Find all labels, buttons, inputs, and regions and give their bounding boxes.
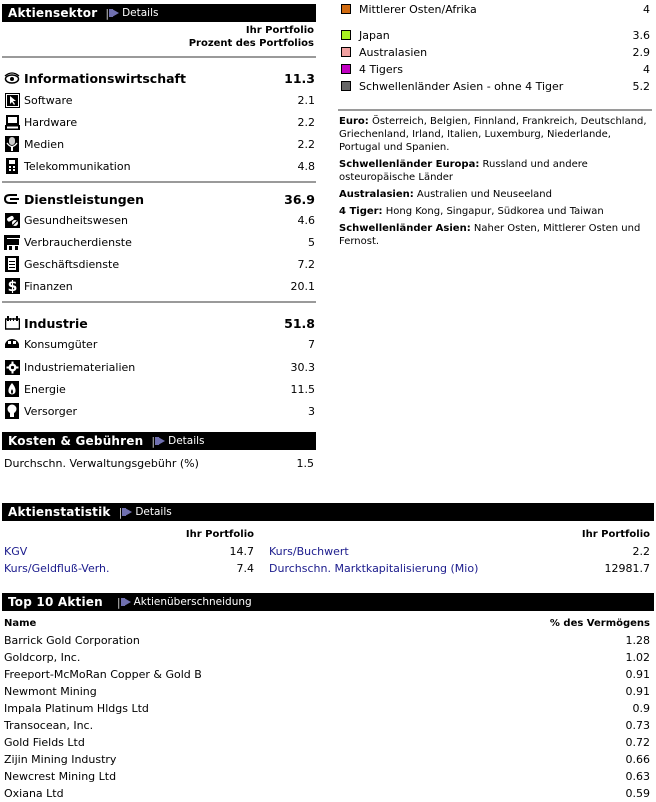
top10-col-name: Name — [4, 618, 37, 629]
table-row-value: 1.28 — [625, 634, 650, 647]
arrow-icon — [112, 9, 119, 17]
sector-col-header-1: Ihr Portfolio — [245, 25, 314, 36]
table-row-value: 0.63 — [625, 770, 650, 783]
divider — [2, 56, 316, 58]
car-icon — [4, 336, 20, 352]
sector-item-telekommunikation: Telekommunikation 4.8 — [4, 155, 315, 177]
computer-icon — [4, 114, 20, 130]
table-row-value: 0.91 — [625, 685, 650, 698]
note-emerging-europe: Schwellenländer Europa: Russland und andere osteuropäische Länder — [339, 159, 588, 183]
table-row-name: Transocean, Inc. — [4, 719, 94, 732]
table-row-name: Zijin Mining Industry — [4, 753, 117, 766]
note-emerging-asia: Schwellenländer Asien: Naher Osten, Mittlerer Osten und Fernost. — [339, 223, 641, 247]
sector-item-hardware: Hardware 2.2 — [4, 111, 315, 133]
table-row-name: Newmont Mining — [4, 685, 97, 698]
table-row-name: Oxiana Ltd — [4, 787, 64, 800]
sector-header: Aktiensektor | Details — [2, 4, 316, 22]
sector-item-software: Software 2.1 — [4, 89, 315, 111]
note-4-tigers: 4 Tiger: Hong Kong, Singapur, Südkorea und Taiwan — [339, 206, 604, 217]
stats-details-link[interactable]: Details — [135, 506, 172, 518]
hand-icon — [4, 191, 20, 207]
dollar-icon — [4, 278, 20, 294]
sector-col-header-2: Prozent des Portfolios — [188, 38, 314, 49]
stat-marktkapitalisierung-link[interactable]: Durchschn. Marktkapitalisierung (Mio) — [269, 562, 479, 575]
note-australasia: Australasien: Australien und Neuseeland — [339, 189, 552, 200]
fees-value: 1.5 — [296, 457, 314, 470]
arrow-icon — [158, 437, 165, 445]
eye-icon — [4, 70, 20, 86]
gear-icon — [4, 359, 20, 375]
stat-kgv-value: 14.7 — [229, 545, 254, 558]
fees-header: Kosten & Gebühren | Details — [2, 432, 316, 450]
sector-item-verbraucherdienste: Verbraucherdienste 5 — [4, 231, 315, 253]
stat-kurs-geldfluss-value: 7.4 — [236, 562, 254, 575]
sector-group-industrie: Industrie 51.8 — [4, 312, 315, 334]
divider — [2, 301, 316, 303]
top10-overlap-link[interactable]: Aktienüberschneidung — [133, 596, 252, 608]
table-row-name: Goldcorp, Inc. — [4, 651, 81, 664]
region-item: Australasien 2.9 — [341, 44, 650, 60]
sector-item-finanzen: $ Finanzen 20.1 — [4, 275, 315, 297]
stat-kgv-link[interactable]: KGV — [4, 545, 28, 558]
stats-col-header-right: Ihr Portfolio — [581, 529, 650, 540]
factory-icon — [4, 315, 20, 331]
color-swatch — [341, 47, 351, 57]
svg-text:$: $ — [7, 279, 17, 294]
pill-icon — [4, 212, 20, 228]
cart-icon — [4, 234, 20, 250]
color-swatch — [341, 64, 351, 74]
table-row-value: 0.59 — [625, 787, 650, 800]
color-swatch — [341, 4, 351, 14]
stat-kurs-geldfluss-link[interactable]: Kurs/Geldfluß-Verh. — [4, 562, 110, 575]
sector-details-link[interactable]: Details — [122, 7, 159, 19]
color-swatch — [341, 30, 351, 40]
sector-title: Aktiensektor — [8, 6, 98, 20]
stat-kurs-buchwert-value: 2.2 — [632, 545, 650, 558]
flame-icon — [4, 381, 20, 397]
sector-group-informationswirtschaft: Informationswirtschaft 11.3 — [4, 67, 315, 89]
top10-col-value: % des Vermögens — [549, 618, 650, 629]
fees-title: Kosten & Gebühren — [8, 434, 144, 448]
region-item: Japan 3.6 — [341, 27, 650, 43]
stats-header: Aktienstatistik | Details — [2, 503, 654, 521]
microphone-icon — [4, 136, 20, 152]
stat-kurs-buchwert-link[interactable]: Kurs/Buchwert — [269, 545, 349, 558]
table-row-value: 0.91 — [625, 668, 650, 681]
divider — [2, 181, 316, 183]
table-row-name: Impala Platinum Hldgs Ltd — [4, 702, 149, 715]
table-row-name: Gold Fields Ltd — [4, 736, 85, 749]
table-row-value: 0.66 — [625, 753, 650, 766]
note-euro: Euro: Österreich, Belgien, Finnland, Frankreich, Deutschland, Griechenland, Irland, Italien, Luxemburg, Niederlande, Portugal und Spanien. — [339, 116, 647, 153]
phone-icon — [4, 158, 20, 174]
divider — [338, 109, 652, 111]
color-swatch — [341, 81, 351, 91]
sector-item-geschaeftsdienste: Geschäftsdienste 7.2 — [4, 253, 315, 275]
stat-marktkapitalisierung-value: 12981.7 — [604, 562, 650, 575]
sector-item-versorger: Versorger 3 — [4, 400, 315, 422]
sector-item-konsumgueter: Konsumgüter 7 — [4, 333, 315, 355]
sector-item-gesundheitswesen: Gesundheitswesen 4.6 — [4, 209, 315, 231]
table-row-value: 0.72 — [625, 736, 650, 749]
region-item: Schwellenländer Asien - ohne 4 Tiger 5.2 — [341, 78, 650, 94]
table-row-value: 0.9 — [632, 702, 650, 715]
table-row-name: Newcrest Mining Ltd — [4, 770, 117, 783]
document-icon — [4, 256, 20, 272]
stats-title: Aktienstatistik — [8, 505, 111, 519]
fees-details-link[interactable]: Details — [168, 435, 205, 447]
region-notes — [339, 115, 652, 252]
region-item: 4 Tigers 4 — [341, 61, 650, 77]
top10-header: Top 10 Aktien | Aktienüberschneidung — [2, 593, 654, 611]
fees-label: Durchschn. Verwaltungsgebühr (%) — [4, 457, 199, 470]
stats-col-header-left: Ihr Portfolio — [185, 529, 254, 540]
top10-title: Top 10 Aktien — [8, 595, 103, 609]
cursor-icon — [4, 92, 20, 108]
table-row-name: Barrick Gold Corporation — [4, 634, 140, 647]
table-row-name: Freeport-McMoRan Copper & Gold B — [4, 668, 202, 681]
sector-group-dienstleistungen: Dienstleistungen 36.9 — [4, 188, 315, 210]
table-row-value: 0.73 — [625, 719, 650, 732]
sector-item-medien: Medien 2.2 — [4, 133, 315, 155]
sector-item-energie: Energie 11.5 — [4, 378, 315, 400]
table-row-value: 1.02 — [625, 651, 650, 664]
sector-item-industriematerialien: Industriematerialien 30.3 — [4, 356, 315, 378]
arrow-icon — [124, 598, 131, 606]
arrow-icon — [125, 508, 132, 516]
bulb-icon — [4, 403, 20, 419]
region-item: Mittlerer Osten/Afrika 4 — [341, 1, 650, 17]
